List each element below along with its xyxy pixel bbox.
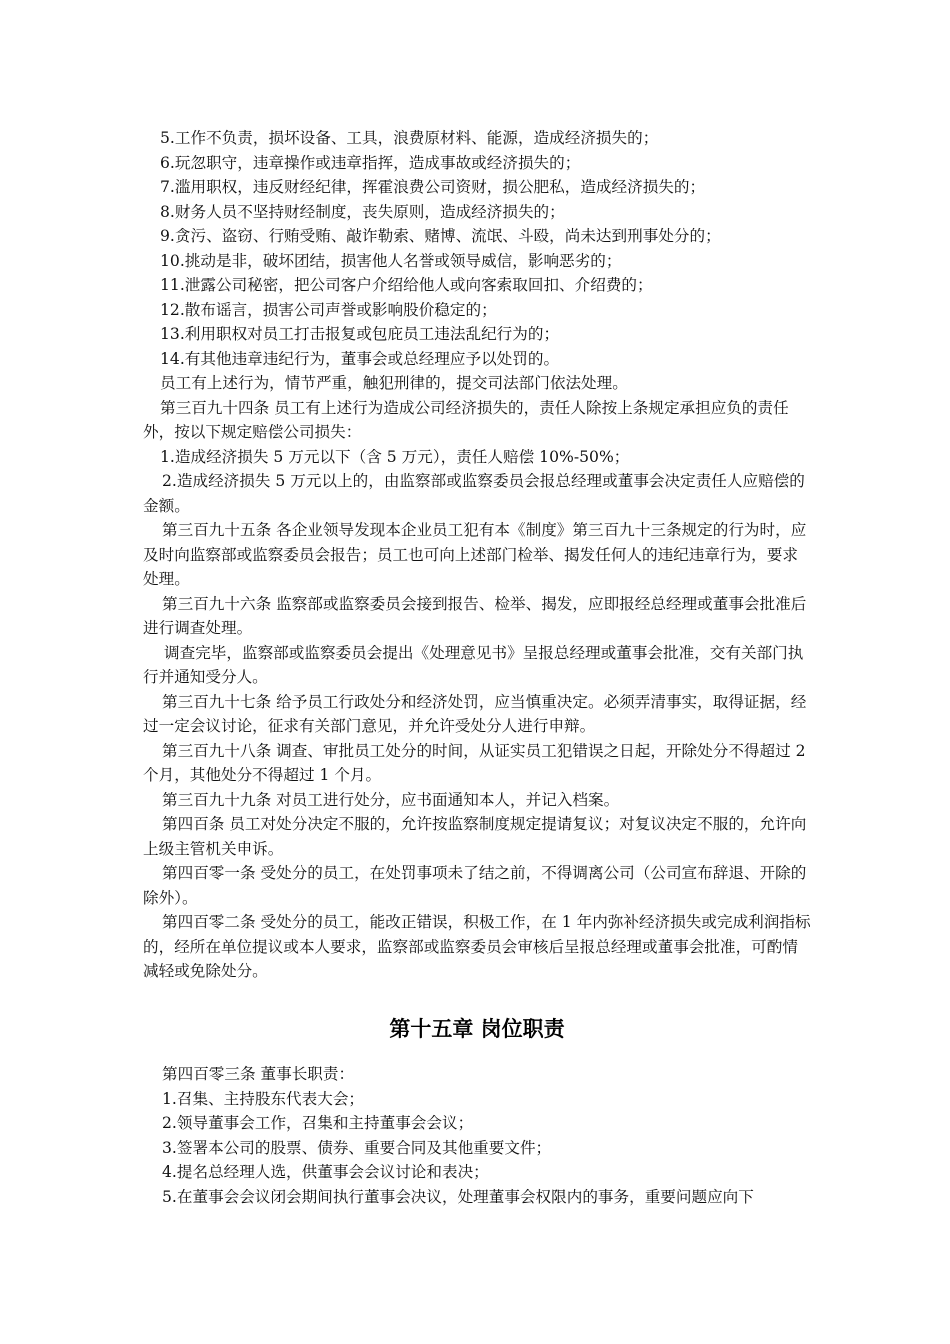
- duty-item-5: 5.在董事会会议闭会期间执行董事会决议，处理董事会权限内的事务，重要问题应向下: [162, 1187, 754, 1206]
- discipline-clauses: [143, 126, 811, 984]
- article-397: 第三百九十七条 给予员工行政处分和经济处罚，应当慎重决定。必须弄清事实，取得证据，经过一定会议讨论，征求有关部门意见，并允许受处分人进行申辩。: [143, 692, 807, 735]
- article-403: 第四百零三条 董事长职责：: [162, 1065, 355, 1083]
- article-394: 第三百九十四条 员工有上述行为造成公司经济损失的，责任人除按上条规定承担应负的责任外，按以下规定赔偿公司损失：: [143, 398, 789, 441]
- clause-item-5: 5.工作不负责，损坏设备、工具，浪费原材料、能源，造成经济损失的；: [160, 129, 659, 147]
- article-400: 第四百条 员工对处分决定不服的，允许按监察制度规定提请复议；对复议决定不服的，允许向上级主管机关申诉。: [143, 815, 807, 858]
- clause-item-12: 12.散布谣言，损害公司声誉或影响股价稳定的；: [160, 300, 497, 319]
- duty-item-2: 2.领导董事会工作，召集和主持董事会会议；: [162, 1114, 474, 1132]
- clause-item-9: 9.贪污、盗窃、行贿受贿、敲诈勒索、赌博、流氓、斗殴，尚未达到刑事处分的；: [160, 227, 721, 245]
- job-duty-clauses: [143, 1062, 811, 1209]
- clause-item-13: 13.利用职权对员工打击报复或包庇员工违法乱纪行为的；: [160, 325, 560, 343]
- duty-item-4: 4.提名总经理人选，供董事会会议讨论和表决；: [162, 1163, 489, 1181]
- article-402: 第四百零二条 受处分的员工，能改正错误，积极工作，在 1 年内弥补经济损失或完成利润指标的，经所在单位提议或本人要求，监察部或监察委员会审核后呈报总经理或董事会批准，可酌情减轻或免除处分。: [143, 913, 811, 980]
- criminal-note: 员工有上述行为，情节严重，触犯刑律的，提交司法部门依法处理。: [160, 374, 628, 392]
- clause-item-10: 10.挑动是非，破坏团结，损害他人名誉或领导威信，影响恶劣的；: [160, 251, 622, 270]
- article-398: 第三百九十八条 调查、审批员工处分的时间，从证实员工犯错误之日起，开除处分不得超过 2 个月，其他处分不得超过 1 个月。: [143, 741, 806, 784]
- clause-item-11: 11.泄露公司秘密，把公司客户介绍给他人或向客索取回扣、介绍费的；: [160, 276, 653, 294]
- article-395: 第三百九十五条 各企业领导发现本企业员工犯有本《制度》第三百九十三条规定的行为时，应及时向监察部或监察委员会报告；员工也可向上述部门检举、揭发任何人的违纪违章行为，要求处理。: [143, 521, 807, 588]
- chapter-title: 第十五章 岗位职责: [389, 1017, 565, 1041]
- compensation-item-2: 2.造成经济损失 5 万元以上的，由监察部或监察委员会报总经理或董事会决定责任人应赔偿的金额。: [143, 472, 805, 515]
- article-399: 第三百九十九条 对员工进行处分，应书面通知本人，并记入档案。: [162, 790, 620, 809]
- duty-item-3: 3.签署本公司的股票、债券、重要合同及其他重要文件；: [162, 1138, 552, 1157]
- article-401: 第四百零一条 受处分的员工，在处罚事项未了结之前，不得调离公司（公司宣布辞退、开除的除外）。: [143, 864, 807, 907]
- investigation-note: 调查完毕，监察部或监察委员会提出《处理意见书》呈报总经理或董事会批准，交有关部门执行并通知受分人。: [143, 643, 804, 686]
- clause-item-7: 7.滥用职权，违反财经纪律，挥霍浪费公司资财，损公肥私，造成经济损失的；: [160, 178, 706, 196]
- clause-item-14: 14.有其他违章违纪行为，董事会或总经理应予以处罚的。: [160, 349, 560, 368]
- article-396: 第三百九十六条 监察部或监察委员会接到报告、检举、揭发，应即报经总经理或董事会批准后进行调查处理。: [143, 594, 807, 637]
- clause-item-8: 8.财务人员不坚持财经制度，丧失原则，造成经济损失的；: [160, 202, 565, 221]
- compensation-item-1: 1.造成经济损失 5 万元以下（含 5 万元），责任人赔偿 10%-50%；: [160, 447, 630, 466]
- duty-item-1: 1.召集、主持股东代表大会；: [162, 1089, 365, 1108]
- clause-item-6: 6.玩忽职守，违章操作或违章指挥，造成事故或经济损失的；: [160, 153, 581, 172]
